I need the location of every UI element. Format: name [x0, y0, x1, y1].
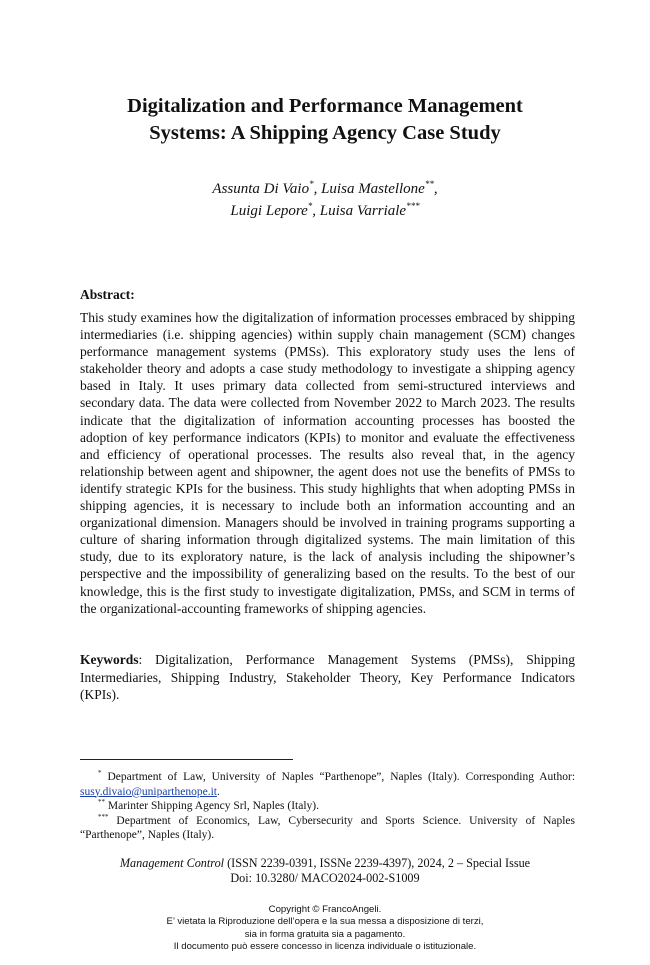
footnote-divider — [80, 759, 293, 760]
author-separator: , — [313, 181, 322, 197]
footnotes — [80, 770, 575, 843]
footnote — [80, 799, 575, 814]
footnote — [80, 770, 575, 799]
footnote-text: Marinter Shipping Agency Srl, Naples (Italy). — [107, 800, 319, 812]
footnote-text: Department of Economics, Law, Cybersecurity and Sports Science. University of Naples “Parthenope”, Naples (Italy). — [80, 814, 575, 841]
keywords-paragraph — [80, 651, 575, 704]
author-affiliation-mark: ** — [424, 179, 434, 189]
author-email-link[interactable]: susy.divaio@uniparthenope.it — [80, 785, 217, 798]
copyright-line-1: Copyright © FrancoAngeli. — [268, 904, 382, 915]
author-line-2 — [60, 200, 590, 222]
journal-doi: Doi: 10.3280/ MACO2024-002-S1009 — [230, 871, 420, 885]
keywords-label: Keywords — [80, 652, 139, 667]
footnote-text: Department of Law, University of Naples “Parthenope”, Naples (Italy). Corresponding Author: — [107, 771, 576, 783]
author-name: Luisa Mastellone — [321, 181, 425, 197]
footnote-mark: * — [98, 769, 102, 778]
journal-issn: (ISSN 2239-0391, ISSNe 2239-4397), 2024, 2 – Special Issue — [224, 856, 531, 870]
journal-line — [60, 856, 590, 871]
abstract-heading: Abstract: — [80, 287, 135, 302]
author-affiliation-mark: * — [307, 201, 313, 211]
journal-citation — [60, 856, 590, 886]
author-name: Luisa Varriale — [319, 203, 407, 219]
copyright-line-2: E’ vietata la Riproduzione dell’opera e la sua messa a disposizione di terzi, — [166, 916, 484, 928]
footnote-mark: *** — [98, 812, 109, 821]
copyright-line-3: sia in forma gratuita sia a pagamento. — [244, 928, 406, 940]
footnote-mark: ** — [98, 798, 105, 807]
footnote — [80, 814, 575, 843]
author-separator: , — [312, 203, 320, 219]
author-affiliation-mark: *** — [406, 201, 420, 211]
abstract-text: This study examines how the digitalization of information processes embraced by shipping intermediaries (i.e. shipping agencies) within supply chain management (SCM) changes performance management systems (PMSs). This exploratory study uses the lens of stakeholder theory and adopts a case study methodology to investigate a shipping agency based in Italy. It uses primary data collected from semi-structured interviews and secondary data. The data were collected from November 2022 to March 2023. The results indicate that the digitalization of information accounting processes has boosted the adoption of key performance indicators (KPIs) to monitor and evaluate the effectiveness and efficiency of operational processes. The results also reveal that, in the agency relationship between agent and shipowner, the agent does not use the benefits of PMSs to identify strategic KPIs for the business. This study highlights that when adopting PMSs in shipping agencies, it is necessary to include both an information accounting and an organizational dimension. Managers should be involved in training programs supporting a culture of sharing information through digitalized systems. The main limitation of this study, due to its exploratory nature, is the lack of analysis including the shipowner’s perspective and the impossibility of generalizing based on the results. To the best of our knowledge, this is the first study to investigate digitalization, PMSs, and SCM in terms of the organizational-accounting frameworks of shipping agencies. — [80, 310, 575, 616]
paper-title — [60, 93, 590, 147]
copyright-line-4: Il documento può essere concesso in licenza individuale o istituzionale. — [173, 941, 477, 953]
keywords-text: : Digitalization, Performance Management Systems (PMSs), Shipping Intermediaries, Shipping Industry, Stakeholder Theory, Key Performance Indicators (KPIs). — [80, 652, 575, 702]
journal-name: Management Control — [119, 856, 225, 870]
copyright-notice — [60, 904, 590, 954]
author-line-1 — [60, 178, 590, 200]
author-name: Luigi Lepore — [230, 203, 308, 219]
title-line-1: Digitalization and Performance Management — [127, 95, 523, 117]
title-line-2: Systems: A Shipping Agency Case Study — [149, 122, 501, 144]
author-separator: , — [433, 181, 438, 197]
footnote-text-end: . — [216, 785, 220, 798]
author-affiliation-mark: * — [309, 179, 314, 189]
author-list — [60, 178, 590, 222]
author-name: Assunta Di Vaio — [212, 181, 310, 197]
